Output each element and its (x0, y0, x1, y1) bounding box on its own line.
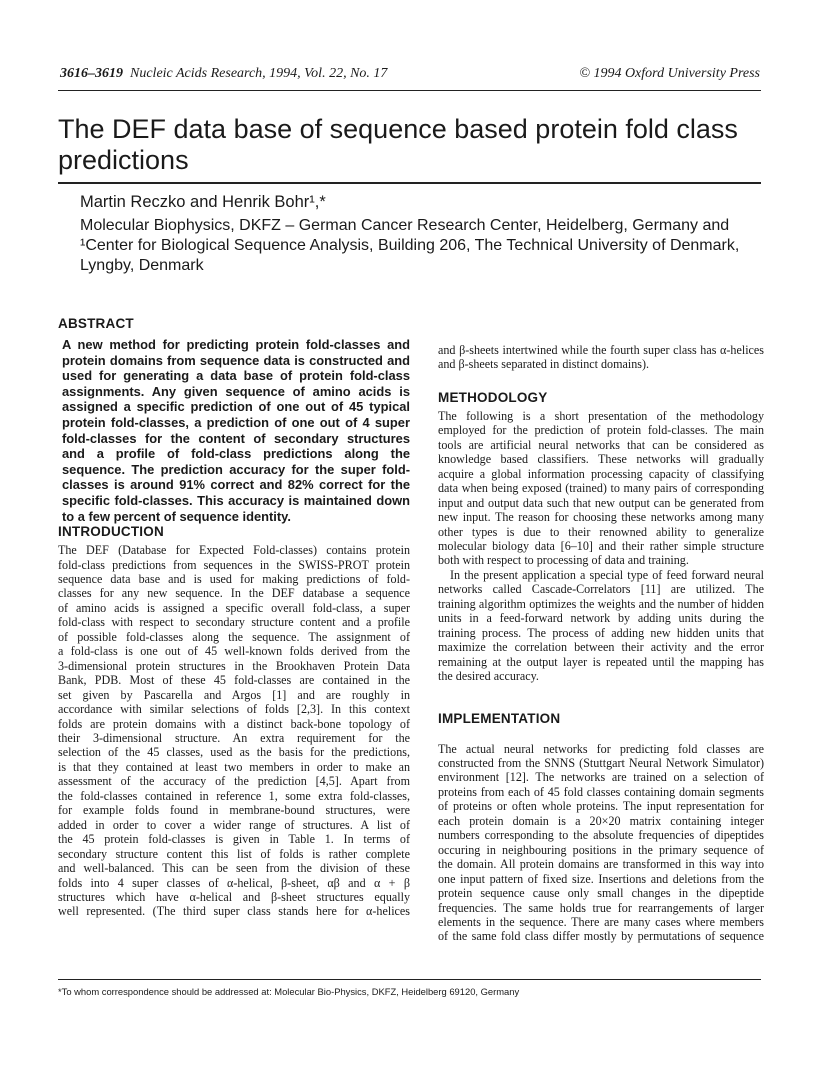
text-line: and well-balanced. This can be seen from the division of these (58, 861, 410, 876)
text-line: both with respect to processing of data and training. (438, 553, 689, 568)
text-line: Bank, PDB. Most of these 45 fold-classes are contained in the (58, 673, 410, 688)
text-line: maximize the correlation between their activity and the error (438, 640, 764, 655)
text-line: input and output data such that new output can be generated from (438, 495, 764, 510)
text-line: of amino acids is assigned a specific overall fold-class, a super (58, 600, 410, 615)
text-line: employed for the prediction of protein fold-classes. The main (438, 423, 764, 438)
text-line: the 45 protein fold-classes is given in Table 1. In terms of (58, 832, 410, 847)
text-line: networks called Cascade-Correlators [11] are utilized. The (438, 582, 764, 597)
article-title (58, 114, 778, 176)
text-line: In the present application a special type of feed forward neural (450, 567, 764, 582)
text-line: and a profile of fold-class predictions along the (62, 446, 410, 462)
text-line: is that they contained at least two members in order to make an (58, 759, 410, 774)
correspondence-footnote: *To whom correspondence should be addressed at: Molecular Bio-Physics, DKFZ, Heidelberg 69120, Germany (58, 986, 520, 997)
text-line: classes is around 91% correct and 82% correct for the (62, 477, 410, 493)
text-line: sequence data base and is used for making predictions of fold- (58, 572, 410, 587)
text-line: folds are protein domains with a distinct back-bone topology of (58, 716, 410, 731)
text-line: well represented. (The third super class stands here for α-helices (58, 904, 410, 919)
text-line: The following is a short presentation of the methodology (438, 408, 764, 423)
text-line: training process. The process of adding new hidden units that (438, 625, 764, 640)
abstract-heading: ABSTRACT (58, 316, 134, 331)
text-line: classes for any new sequence. In the DEF database a sequence (58, 586, 410, 601)
text-line: of possible fold-classes along the sequence. The assignment of (58, 629, 410, 644)
text-line: and β-sheets intertwined while the fourth super class has α-helices (438, 343, 764, 357)
text-line: units in a feed-forward network by adding units during the (438, 611, 764, 626)
text-line: numbers corresponding to the absolute frequencies of dipeptides (438, 828, 764, 843)
text-line: assignments. Any given sequence of amino acids is (62, 383, 410, 399)
text-line: assessment of the accuracy of the prediction [4,5]. Apart from (58, 774, 410, 789)
footnote-rule (58, 979, 761, 980)
page-range: 3616–3619 (60, 66, 123, 81)
methodology-paragraph (438, 409, 764, 568)
text-line: The DEF (Database for Expected Fold-classes) contains protein (58, 543, 410, 558)
text-line: accordance with similar selections of folds [2,3]. In this context (58, 702, 410, 717)
text-line: 3-dimensional protein structures in the Brookhaven Protein Data (58, 658, 410, 673)
text-line: their 3-dimensional structure. An extra requirement for the (58, 731, 410, 746)
text-line: for example folds found in membrane-bound structures, were (58, 803, 410, 818)
text-line: protein fold-classes, a prediction of one out of 4 super (62, 414, 410, 430)
text-line: of proteins or often whole proteins. The input representation for (438, 799, 764, 814)
left-column (58, 316, 410, 919)
text-line: A new method for predicting protein fold-classes and (62, 337, 410, 352)
text-line: fold-classes for the content of secondary structures (62, 430, 410, 446)
text-line: elements in the sequence. There are many cases where members (438, 914, 764, 929)
affiliation-line: ¹Center for Biological Sequence Analysis, Building 206, The Technical University of Denmark, (80, 237, 740, 254)
text-line: the desired accuracy. (438, 669, 539, 684)
text-line: specific fold-classes. This accuracy is maintained down (62, 492, 410, 508)
journal-info: Nucleic Acids Research, 1994, Vol. 22, No. 17 (130, 66, 388, 81)
text-line: fold-class predictions from sequences in the SWISS-PROT protein (58, 557, 410, 572)
implementation-body (438, 742, 764, 944)
text-line: occuring in neighbouring positions in the primary sequence of (438, 842, 764, 857)
text-line: fold-class with respect to secondary structure content and a profile (58, 615, 410, 630)
running-header (60, 66, 760, 86)
title-line: The DEF data base of sequence based protein fold class (58, 114, 738, 144)
copyright-notice: © 1994 Oxford University Press (579, 66, 760, 81)
methodology-paragraph (438, 568, 764, 684)
affiliations (80, 216, 760, 276)
text-line: set given by Pascarella and Argos [1] and are roughly in (58, 687, 410, 702)
citation-line (60, 66, 387, 82)
text-line: added in order to cover a wider range of structures. A list of (58, 817, 410, 832)
text-line: structures which have α-helical and β-sheet structures equally (58, 890, 410, 904)
title-rule (58, 182, 761, 184)
text-line: to a few percent of sequence identity. (62, 508, 291, 524)
abstract-body (58, 337, 410, 524)
text-line: selection of the 45 classes, used as the basis for the predictions, (58, 745, 410, 760)
author-list: Martin Reczko and Henrik Bohr¹,* (80, 193, 326, 211)
text-line: the fold-classes contained in reference 1, some extra fold-classes, (58, 788, 410, 803)
text-line: protein sequence cause only small changes in the dipeptide (438, 886, 764, 901)
text-line: data when being exposed (trained) to many pairs of corresponding (438, 481, 764, 496)
text-line: sequence. The prediction accuracy for the super fold- (62, 461, 410, 477)
text-line: knowledge based classifiers. These networks will gradually (438, 452, 764, 467)
methodology-heading: METHODOLOGY (438, 389, 548, 405)
text-line: environment [12]. The networks are trained on a selection of (438, 770, 764, 785)
text-line: assigned a specific prediction of one out of 45 typical (62, 399, 410, 415)
text-line: each protein domain is a 20×20 matrix containing integer (438, 813, 764, 828)
header-rule (58, 90, 761, 91)
text-line: molecular biology data [6–10] and their rather simple structure (438, 538, 764, 553)
text-line: constructed from the SNNS (Stuttgart Neural Network Simulator) (438, 755, 764, 770)
text-line: proteins from each of 45 fold classes containing domain segments (438, 784, 764, 799)
right-column (438, 343, 764, 944)
text-line: of the same fold class differ mostly by permutations of sequence (438, 929, 764, 944)
text-line: the domain. All protein domains are transformed in this way into (438, 857, 764, 872)
introduction-heading: INTRODUCTION (58, 524, 164, 540)
implementation-heading: IMPLEMENTATION (438, 710, 561, 726)
title-line: predictions (58, 145, 189, 175)
affiliation-line: Lyngby, Denmark (80, 257, 204, 274)
introduction-body (58, 543, 410, 919)
introduction-continued (438, 343, 764, 372)
text-line: The actual neural networks for predicting fold classes are (438, 741, 764, 756)
text-line: used for generating a data base of protein fold-class (62, 368, 410, 384)
text-line: secondary structure content this list of folds is rather complete (58, 846, 410, 861)
text-line: remaining at the output layer is repeated until the mapping has (438, 654, 764, 669)
text-line: tools are artificial neural networks that can be considered as (438, 437, 764, 452)
text-line: frequencies. The same holds true for rearrangements of larger (438, 900, 764, 915)
text-line: acquire a global information processing capacity of classifying (438, 466, 764, 481)
text-line: folds into 4 super classes of α-helical, β-sheet, αβ and α + β (58, 875, 410, 890)
affiliation-line: Molecular Biophysics, DKFZ – German Cancer Research Center, Heidelberg, Germany and (80, 217, 730, 234)
text-line: one input pattern of fixed size. Insertions and deletions from the (438, 871, 764, 886)
text-line: protein domains from sequence data is constructed and (62, 352, 410, 368)
text-line: training algorithm optimizes the weights and the number of hidden (438, 596, 764, 611)
text-line: other types is due to their renowned ability to generalize (438, 524, 764, 539)
text-line: and β-sheets separated in distinct domains). (438, 357, 650, 372)
text-line: a fold-class is one out of 45 well-known folds derived from the (58, 644, 410, 659)
text-line: new input. The reason for choosing these networks among many (438, 510, 764, 525)
